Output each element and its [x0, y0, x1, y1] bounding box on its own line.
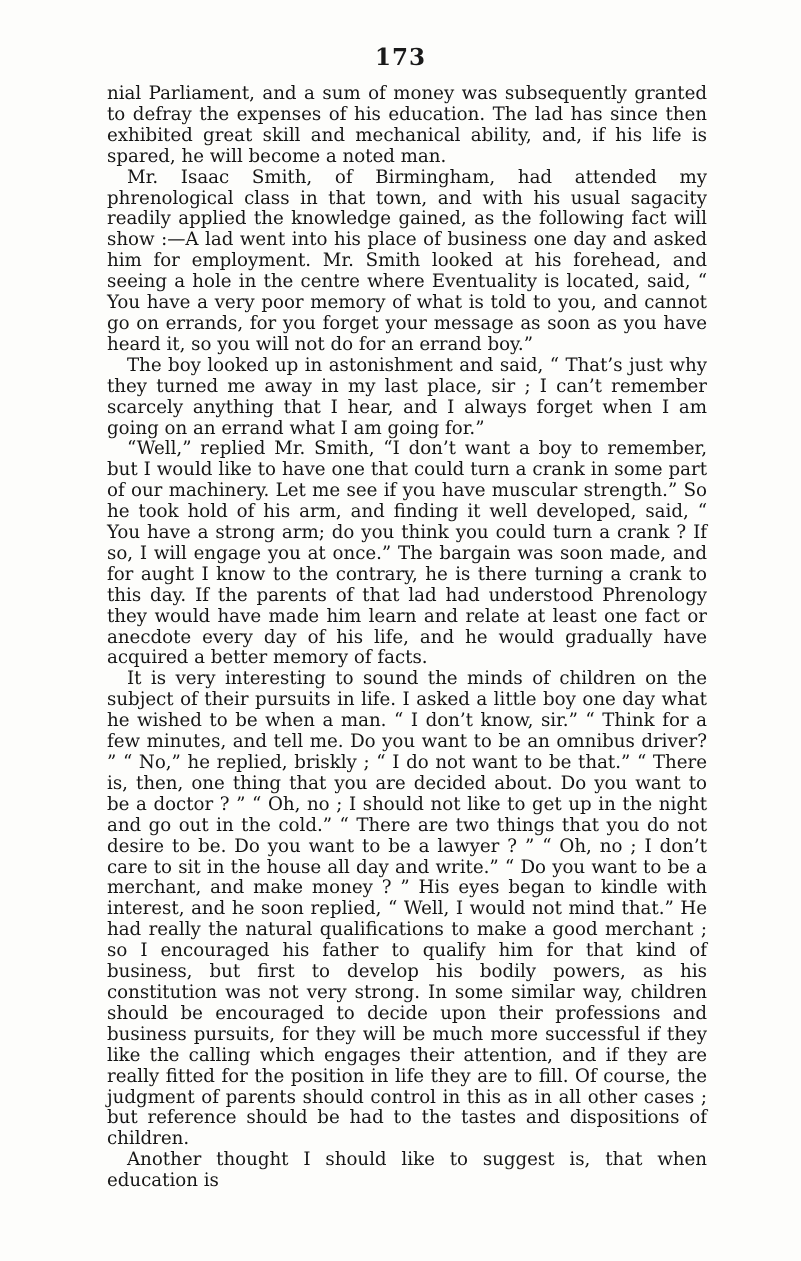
paragraph: Mr. Isaac Smith, of Birmingham, had attended my phrenological class in that town, and with his usual sagacity readily applied the knowledge gained, as the following fact will show :—A lad went into his place of business one day and asked him for employment. Mr. Smith looked at his forehead, and seeing a hole in the centre where Eventuality is located, said, “ You have a very poor memory of what is told to you, and cannot go on errands, for you forget your message as soon as you have heard it, so you will not do for an errand boy.”: [107, 166, 707, 355]
paragraph: “Well,” replied Mr. Smith, “I don’t want a boy to remember, but I would like to have one that could turn a crank in some part of our machinery. Let me see if you have muscular strength.” So he took hold of his arm, and finding it well developed, said, “ You have a strong arm; do you think you could turn a crank ? If so, I will engage you at once.” The bargain was soon made, and for aught I know to the contrary, he is there turning a crank to this day. If the parents of that lad had understood Phrenology they would have made him learn and relate at least one fact or anecdote every day of his life, and he would gradually have acquired a better memory of facts.: [107, 438, 707, 669]
paragraph: The boy looked up in astonishment and said, “ That’s just why they turned me away in my last place, sir ; I can’t remember scarcely anything that I hear, and I always forget when I am going on an errand what I am going for.”: [107, 354, 707, 439]
paragraph: Another thought I should like to suggest is, that when education is: [107, 1149, 707, 1192]
paragraph: It is very interesting to sound the minds of children on the subject of their pursuits in life. I asked a little boy one day what he wished to be when a man. “ I don’t know, sir.” “ Think for a few minutes, and tell me. Do you want to be an omnibus driver? ” “ No,” he replied, briskly ; “ I do not want to be that.” “ There is, then, one thing that you are decided about. Do you want to be a doctor ? ” “ Oh, no ; I should not like to get up in the night and go out in the cold.” “ There are two things that you do not desire to be. Do you want to be a lawyer ? ” “ Oh, no ; I don’t care to sit in the house all day and write.” “ Do you want to be a merchant, and make money ? ” His eyes began to kindle with interest, and he soon replied, “ Well, I would not mind that.” He had really the natural qualifications to make a good merchant ; so I encouraged his father to qualify him for that kind of business, but first to develop his bodily powers, as his constitution was not very strong. In some similar way, children should be encouraged to decide upon their professions and business pursuits, for they will be much more successful if they like the calling which engages their attention, and if they are really fitted for the position in life they are to fill. Of course, the judgment of parents should control in this as in all other cases ; but reference should be had to the tastes and dispositions of children.: [107, 668, 707, 1150]
body-text: [107, 84, 707, 1192]
paragraph: nial Parliament, and a sum of money was subsequently granted to defray the expenses of his education. The lad has since then exhibited great skill and mechanical ability, and, if his life is spared, he will become a noted man.: [107, 83, 707, 167]
page-number: 173: [374, 44, 426, 71]
